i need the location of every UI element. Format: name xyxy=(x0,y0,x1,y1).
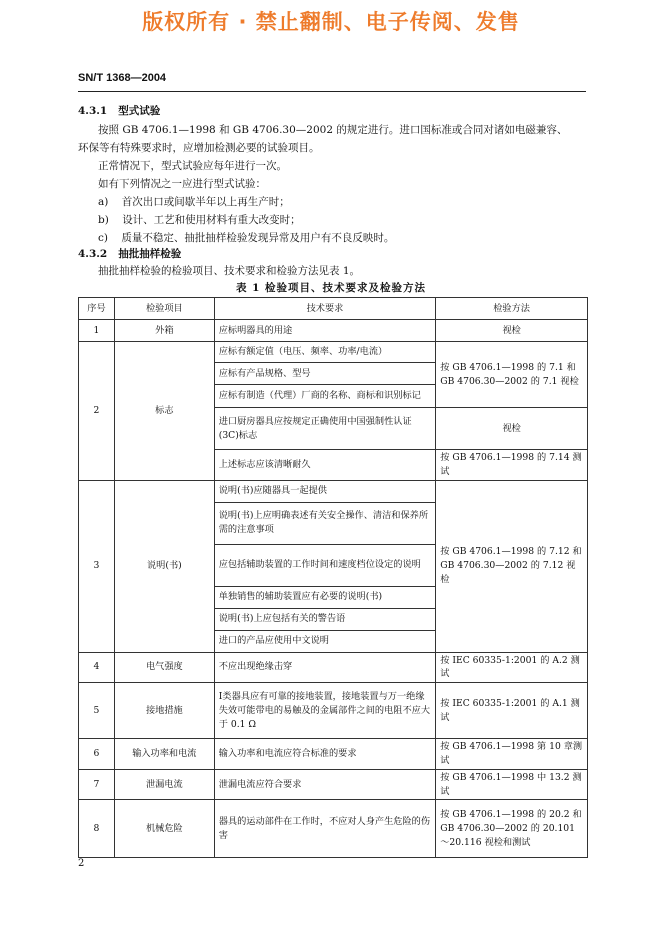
row-method: 按 GB 4706.1—1998 的 20.2 和 GB 4706.30—2002 的 20.101～20.116 视检和测试 xyxy=(436,800,588,858)
list-item-text: 首次出口或间歇半年以上再生产时； xyxy=(121,196,290,208)
row-requirement: 应包括辅助装置的工作时间和速度档位设定的说明 xyxy=(214,544,436,586)
table-row xyxy=(79,320,588,342)
section-432-number: 4.3.2 xyxy=(78,248,108,260)
list-item-mark: c) xyxy=(98,232,108,244)
row-no: 1 xyxy=(79,320,115,342)
row-requirement: 说明(书)上应包括有关的警告语 xyxy=(214,608,436,630)
paragraph-431-2: 正常情况下，型式试验应每年进行一次。 xyxy=(98,160,287,172)
row-item: 泄漏电流 xyxy=(114,769,214,800)
table-row xyxy=(79,739,588,770)
header-no: 序号 xyxy=(79,298,115,320)
row-no: 7 xyxy=(79,769,115,800)
paragraph-432-1: 抽批抽样检验的检验项目、技术要求和检验方法见表 1。 xyxy=(98,265,361,277)
row-requirement: 应标有产品规格、型号 xyxy=(214,363,436,385)
table-row xyxy=(79,683,588,739)
header-method: 检验方法 xyxy=(436,298,588,320)
row-requirement: 上述标志应该清晰耐久 xyxy=(214,450,436,481)
section-432-heading xyxy=(78,246,181,261)
inspection-table xyxy=(78,297,588,858)
row-item: 电气强度 xyxy=(114,652,214,683)
row-requirement: 说明(书)上应明确表述有关安全操作、清洁和保养所需的注意事项 xyxy=(214,502,436,544)
section-431-number: 4.3.1 xyxy=(78,105,108,117)
row-method: 视检 xyxy=(436,320,588,342)
row-item: 说明(书) xyxy=(114,480,214,652)
copyright-banner: 版权所有 · 禁止翻制、电子传阅、发售 xyxy=(142,10,520,34)
row-no: 2 xyxy=(79,342,115,481)
row-method: 按 GB 4706.1—1998 中 13.2 测试 xyxy=(436,769,588,800)
row-requirement: 单独销售的辅助装置应有必要的说明(书) xyxy=(214,586,436,608)
section-431-title: 型式试验 xyxy=(118,105,161,117)
section-432-title: 抽批抽样检验 xyxy=(118,248,182,260)
list-item-mark: b) xyxy=(98,214,109,226)
row-no: 4 xyxy=(79,652,115,683)
table-caption: 表 1 检验项目、技术要求及检验方法 xyxy=(235,282,427,294)
row-no: 3 xyxy=(79,480,115,652)
page-number: 2 xyxy=(78,858,85,869)
row-requirement: 器具的运动部件在工作时，不应对人身产生危险的伤害 xyxy=(214,800,436,858)
row-no: 5 xyxy=(79,683,115,739)
row-requirement: 应标有制造（代理）厂商的名称、商标和识别标记 xyxy=(214,385,436,408)
list-item xyxy=(98,230,394,245)
table-header-row xyxy=(79,298,588,320)
list-item xyxy=(98,194,290,209)
row-item: 外箱 xyxy=(114,320,214,342)
row-requirement: 不应出现绝缘击穿 xyxy=(214,652,436,683)
table-row xyxy=(79,652,588,683)
list-item-text: 质量不稳定、抽批抽样检验发现异常及用户有不良反映时。 xyxy=(121,232,395,244)
row-method: 按 IEC 60335-1:2001 的 A.1 测试 xyxy=(436,683,588,739)
row-requirement: 应标有额定值（电压、频率、功率/电流） xyxy=(214,342,436,363)
table-row xyxy=(79,342,588,363)
row-requirement: Ⅰ类器具应有可靠的接地装置，接地装置与万一绝缘失效可能带电的易触及的金属部件之间的电阻不应大于 0.1 Ω xyxy=(214,683,436,739)
row-item: 接地措施 xyxy=(114,683,214,739)
section-431-heading xyxy=(78,103,160,118)
list-item-text: 设计、工艺和使用材料有重大改变时； xyxy=(122,214,301,226)
row-requirement: 应标明器具的用途 xyxy=(214,320,436,342)
row-method: 按 IEC 60335-1:2001 的 A.2 测试 xyxy=(436,652,588,683)
row-requirement: 泄漏电流应符合要求 xyxy=(214,769,436,800)
table-row xyxy=(79,800,588,858)
row-item: 输入功率和电流 xyxy=(114,739,214,770)
row-method: 视检 xyxy=(436,408,588,450)
header-rule xyxy=(78,91,586,92)
row-no: 8 xyxy=(79,800,115,858)
row-method: 按 GB 4706.1—1998 的 7.1 和 GB 4706.30—2002 的 7.1 视检 xyxy=(436,342,588,408)
table-row xyxy=(79,769,588,800)
paragraph-431-1b: 环保等有特殊要求时，应增加检测必要的试验项目。 xyxy=(78,142,320,154)
standard-number: SN/T 1368—2004 xyxy=(78,72,167,84)
row-requirement: 进口厨房器具应按规定正确使用中国强制性认证(3C)标志 xyxy=(214,408,436,450)
list-item-mark: a) xyxy=(98,196,109,208)
row-no: 6 xyxy=(79,739,115,770)
header-item: 检验项目 xyxy=(114,298,214,320)
row-method: 按 GB 4706.1—1998 的 7.14 测试 xyxy=(436,450,588,481)
header-requirement: 技术要求 xyxy=(214,298,436,320)
row-item: 机械危险 xyxy=(114,800,214,858)
table-row xyxy=(79,480,588,502)
row-method: 按 GB 4706.1—1998 的 7.12 和 GB 4706.30—2002 的 7.12 视检 xyxy=(436,480,588,652)
list-item xyxy=(98,212,301,227)
row-requirement: 输入功率和电流应符合标准的要求 xyxy=(214,739,436,770)
row-requirement: 进口的产品应使用中文说明 xyxy=(214,630,436,652)
row-method: 按 GB 4706.1—1998 第 10 章测试 xyxy=(436,739,588,770)
row-item: 标志 xyxy=(114,342,214,481)
row-requirement: 说明(书)应随器具一起提供 xyxy=(214,480,436,502)
paragraph-431-1a: 按照 GB 4706.1—1998 和 GB 4706.30—2002 的规定进行。进口国标准或合同对诸如电磁兼容、 xyxy=(98,124,568,136)
paragraph-431-3: 如有下列情况之一应进行型式试验： xyxy=(98,178,266,190)
